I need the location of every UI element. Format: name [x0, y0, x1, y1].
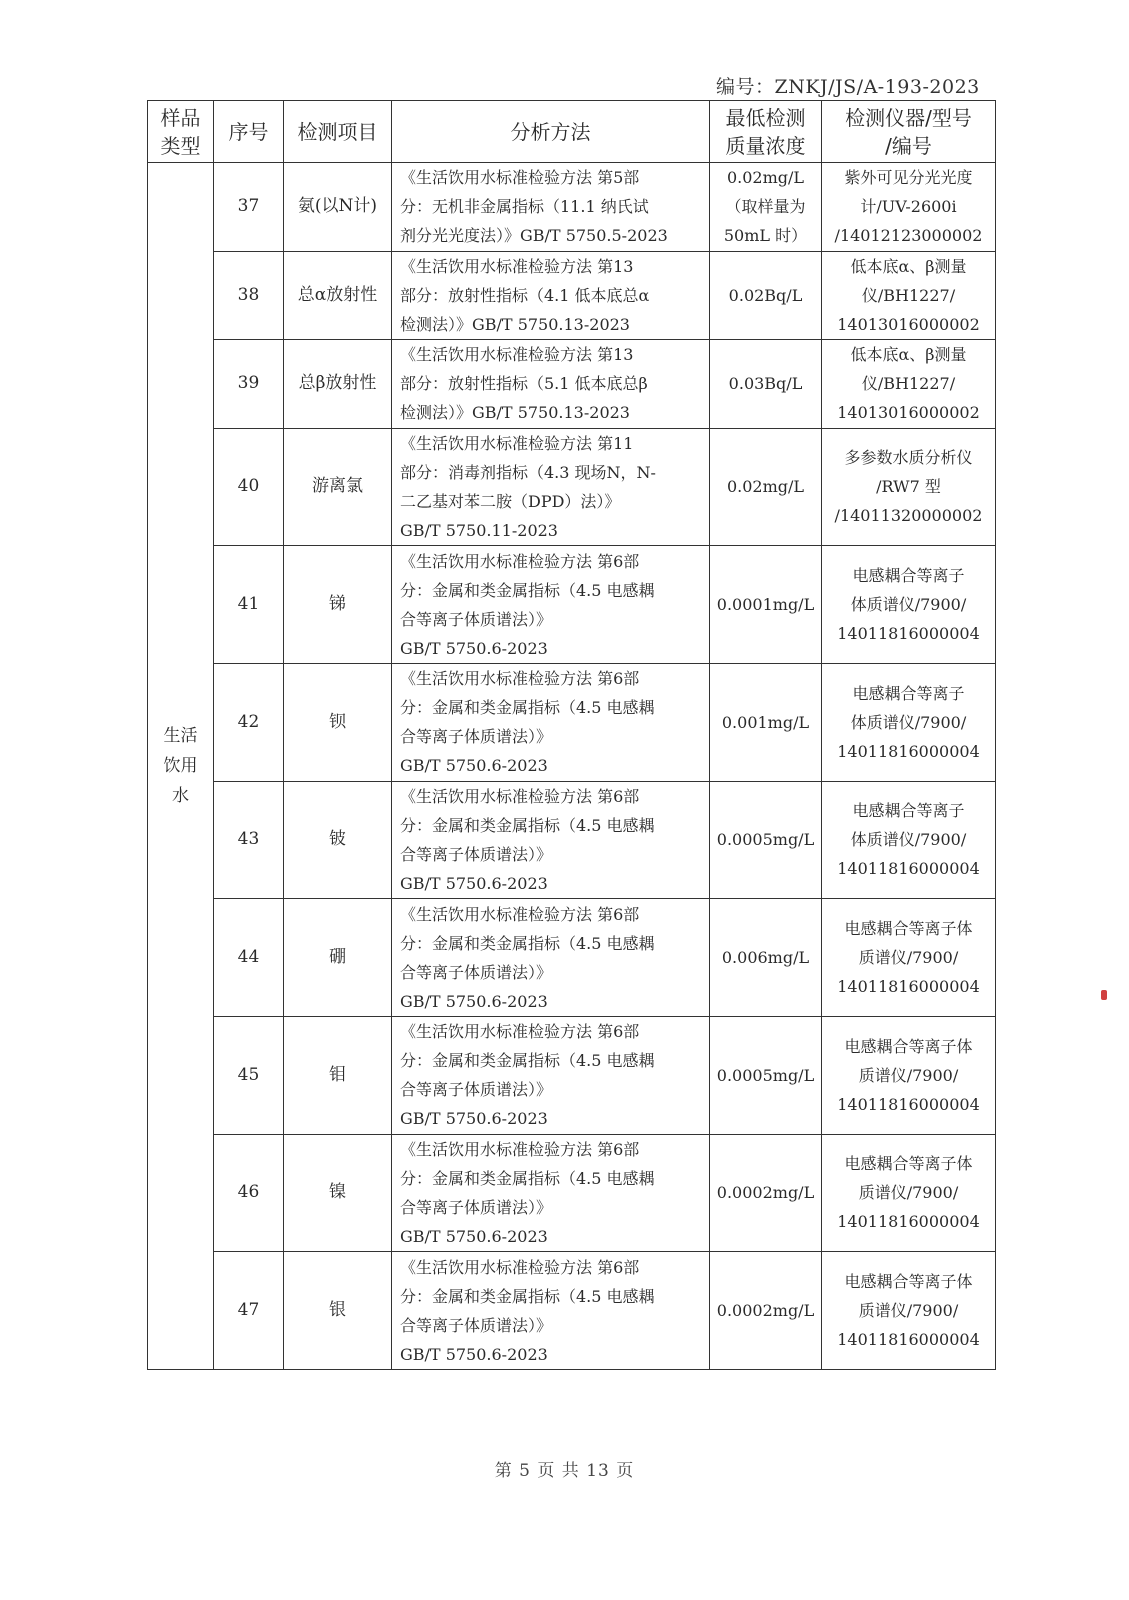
method-cell: 《生活饮用水标准检验方法 第5部 分：无机非金属指标（11.1 纳氏试 剂分光光度法）》GB/T 5750.5-2023	[392, 163, 710, 252]
method-cell: 《生活饮用水标准检验方法 第6部 分：金属和类金属指标（4.5 电感耦 合等离子体质谱法）》 GB/T 5750.6-2023	[392, 1134, 710, 1252]
header-sample-type: 样品 类型	[148, 101, 214, 163]
method-cell: 《生活饮用水标准检验方法 第6部 分：金属和类金属指标（4.5 电感耦 合等离子体质谱法）》 GB/T 5750.6-2023	[392, 546, 710, 664]
method-cell: 《生活饮用水标准检验方法 第6部 分：金属和类金属指标（4.5 电感耦 合等离子体质谱法）》 GB/T 5750.6-2023	[392, 1252, 710, 1370]
table-row	[148, 340, 996, 429]
test-methods-table	[147, 100, 996, 1370]
limit-cell: 0.02Bq/L	[710, 251, 822, 340]
item-cell: 铍	[284, 781, 392, 899]
header-method: 分析方法	[392, 101, 710, 163]
item-cell: 银	[284, 1252, 392, 1370]
limit-cell: 0.0005mg/L	[710, 781, 822, 899]
method-cell: 《生活饮用水标准检验方法 第6部 分：金属和类金属指标（4.5 电感耦 合等离子体质谱法）》 GB/T 5750.6-2023	[392, 781, 710, 899]
seq-cell: 42	[214, 663, 284, 781]
header-seq: 序号	[214, 101, 284, 163]
limit-cell: 0.02mg/L	[710, 428, 822, 546]
item-cell: 总α放射性	[284, 251, 392, 340]
header-instrument: 检测仪器/型号 /编号	[822, 101, 996, 163]
method-cell: 《生活饮用水标准检验方法 第6部 分：金属和类金属指标（4.5 电感耦 合等离子体质谱法）》 GB/T 5750.6-2023	[392, 1016, 710, 1134]
instrument-cell: 多参数水质分析仪 /RW7 型 /14011320000002	[822, 428, 996, 546]
seq-cell: 45	[214, 1016, 284, 1134]
page-footer: 第 5 页 共 13 页	[494, 1461, 635, 1481]
method-cell: 《生活饮用水标准检验方法 第13 部分：放射性指标（4.1 低本底总α 检测法）》GB/T 5750.13-2023	[392, 251, 710, 340]
item-cell: 硼	[284, 899, 392, 1017]
item-cell: 镍	[284, 1134, 392, 1252]
limit-cell: 0.0002mg/L	[710, 1252, 822, 1370]
item-cell: 钼	[284, 1016, 392, 1134]
instrument-cell: 电感耦合等离子 体质谱仪/7900/ 14011816000004	[822, 546, 996, 664]
header-limit: 最低检测 质量浓度	[710, 101, 822, 163]
seq-cell: 38	[214, 251, 284, 340]
document-number: 编号：ZNKJ/JS/A-193-2023	[716, 76, 980, 98]
method-cell: 《生活饮用水标准检验方法 第6部 分：金属和类金属指标（4.5 电感耦 合等离子体质谱法）》 GB/T 5750.6-2023	[392, 899, 710, 1017]
item-cell: 游离氯	[284, 428, 392, 546]
method-cell: 《生活饮用水标准检验方法 第11 部分：消毒剂指标（4.3 现场N，N- 二乙基对苯二胺（DPD）法）》 GB/T 5750.11-2023	[392, 428, 710, 546]
table-row	[148, 428, 996, 546]
instrument-cell: 电感耦合等离子体 质谱仪/7900/ 14011816000004	[822, 1016, 996, 1134]
sample-type-cell: 生活 饮用 水	[148, 163, 214, 1370]
instrument-cell: 低本底α、β测量 仪/BH1227/ 14013016000002	[822, 340, 996, 429]
table-row	[148, 1016, 996, 1134]
table-row	[148, 251, 996, 340]
seq-cell: 47	[214, 1252, 284, 1370]
limit-cell: 0.03Bq/L	[710, 340, 822, 429]
table-row	[148, 781, 996, 899]
header-item: 检测项目	[284, 101, 392, 163]
table-row	[148, 1134, 996, 1252]
instrument-cell: 电感耦合等离子 体质谱仪/7900/ 14011816000004	[822, 663, 996, 781]
table-row	[148, 899, 996, 1017]
item-cell: 钡	[284, 663, 392, 781]
limit-cell: 0.02mg/L （取样量为 50mL 时）	[710, 163, 822, 252]
instrument-cell: 紫外可见分光光度 计/UV-2600i /14012123000002	[822, 163, 996, 252]
limit-cell: 0.0001mg/L	[710, 546, 822, 664]
table-row	[148, 663, 996, 781]
seq-cell: 37	[214, 163, 284, 252]
seq-cell: 40	[214, 428, 284, 546]
seq-cell: 41	[214, 546, 284, 664]
table-row	[148, 546, 996, 664]
instrument-cell: 电感耦合等离子体 质谱仪/7900/ 14011816000004	[822, 1134, 996, 1252]
seq-cell: 44	[214, 899, 284, 1017]
seq-cell: 46	[214, 1134, 284, 1252]
instrument-cell: 低本底α、β测量 仪/BH1227/ 14013016000002	[822, 251, 996, 340]
item-cell: 氨(以N计)	[284, 163, 392, 252]
limit-cell: 0.0005mg/L	[710, 1016, 822, 1134]
item-cell: 总β放射性	[284, 340, 392, 429]
seq-cell: 39	[214, 340, 284, 429]
item-cell: 锑	[284, 546, 392, 664]
method-cell: 《生活饮用水标准检验方法 第6部 分：金属和类金属指标（4.5 电感耦 合等离子体质谱法）》 GB/T 5750.6-2023	[392, 663, 710, 781]
instrument-cell: 电感耦合等离子体 质谱仪/7900/ 14011816000004	[822, 899, 996, 1017]
table-header-row	[148, 101, 996, 163]
seq-cell: 43	[214, 781, 284, 899]
instrument-cell: 电感耦合等离子 体质谱仪/7900/ 14011816000004	[822, 781, 996, 899]
margin-mark	[1101, 990, 1107, 1000]
limit-cell: 0.001mg/L	[710, 663, 822, 781]
instrument-cell: 电感耦合等离子体 质谱仪/7900/ 14011816000004	[822, 1252, 996, 1370]
limit-cell: 0.0002mg/L	[710, 1134, 822, 1252]
limit-cell: 0.006mg/L	[710, 899, 822, 1017]
table-row	[148, 163, 996, 252]
method-cell: 《生活饮用水标准检验方法 第13 部分：放射性指标（5.1 低本底总β 检测法）》GB/T 5750.13-2023	[392, 340, 710, 429]
table-row	[148, 1252, 996, 1370]
